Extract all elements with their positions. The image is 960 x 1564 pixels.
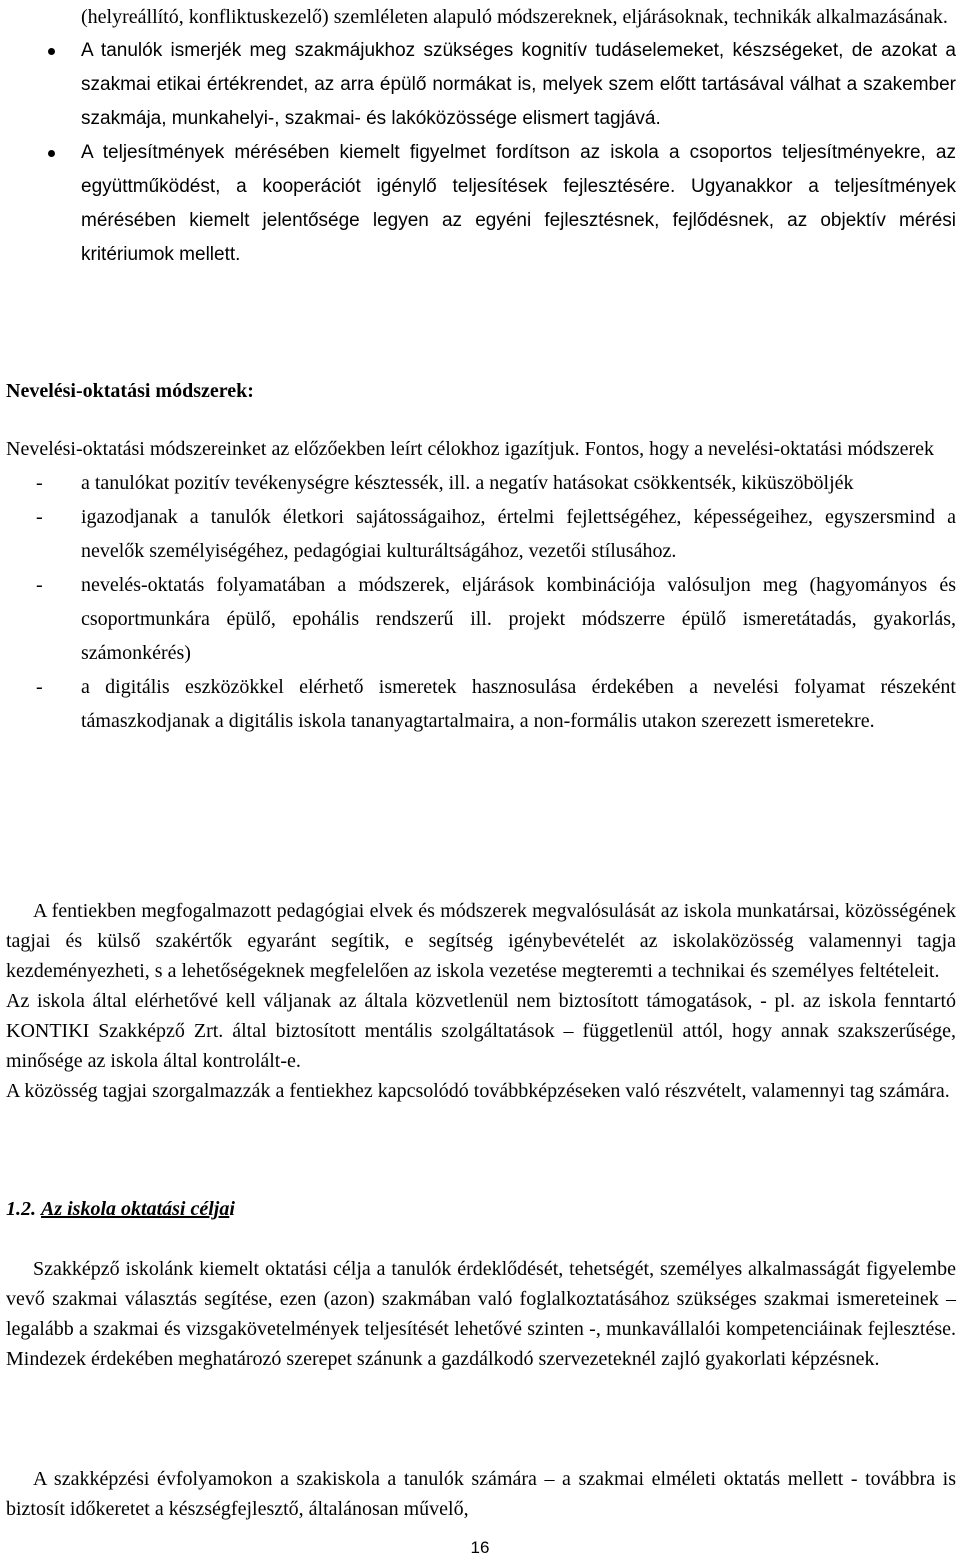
dash-marker: - — [36, 506, 43, 528]
principles-paragraph: Az iskola által elérhetővé kell váljanak az általa közvetlenül nem biztosított támogatások, - pl. az iskola fenntartó KONTIKI Szakképző Zrt. által biztosított mentális szolgáltatások – függetlenül attól, hogy annak szakszerűsége, minősége az iskola által kontrolált-e. — [6, 990, 956, 1072]
section-name: Az iskola oktatási célja — [41, 1198, 230, 1220]
methods-body — [6, 432, 956, 738]
section-title — [6, 1192, 956, 1226]
section-body-2 — [6, 1464, 956, 1524]
methods-section — [6, 374, 956, 408]
bullet-icon — [48, 48, 55, 55]
principles-section — [6, 896, 956, 1106]
section-name-suffix: i — [229, 1198, 235, 1220]
bullet-text: A teljesítmények mérésében kiemelt figyelmet fordítson az iskola a csoportos teljesítményekre, az együttműködést, a kooperációt igénylő teljesítések fejlesztésére. Ugyanakkor a teljesítmények mérésében kiemelt jelentősége legyen az egyéni fejlesztésnek, fejlődésnek, az objektív mérési kritériumok mellett. — [81, 142, 956, 265]
method-text: igazodjanak a tanulók életkori sajátosságaihoz, értelmi fejlettségéhez, képességeihez, egyszersmind a nevelők személyiségéhez, pedagógiai kulturáltságához, vezetői stílusához. — [81, 506, 956, 562]
bullet-icon — [48, 150, 55, 157]
section-heading — [6, 1192, 956, 1226]
method-text: nevelés-oktatás folyamatában a módszerek, eljárások kombinációja valósuljon meg (hagyományos és csoportmunkára épülő, epohális rendszerű ill. projekt módszerre épülő ismeretátadás, gyakorlás, számonkérés) — [81, 574, 956, 664]
methods-intro: Nevelési-oktatási módszereinket az előzőekben leírt célokhoz igazítjuk. Fontos, hogy a nevelési-oktatási módszerek — [6, 438, 935, 460]
methods-heading: Nevelési-oktatási módszerek: — [6, 380, 254, 402]
page-number: 16 — [470, 1538, 490, 1557]
dash-marker: - — [36, 472, 43, 494]
bullet-text: A tanulók ismerjék meg szakmájukhoz szükséges kognitív tudáselemeket, készségeket, de azokat a szakmai etikai értékrendet, az arra épülő normákat is, melyek szem előtt tartásával válhat a szakember szakmája, munkahelyi-, szakmai- és lakóközössége elismert tagjává. — [81, 40, 956, 129]
method-item — [6, 568, 956, 670]
principles-paragraph: A közösség tagjai szorgalmazzák a fentiekhez kapcsolódó továbbképzéseken való részvételt, valamennyi tag számára. — [6, 1080, 950, 1102]
bullet-item — [6, 136, 956, 272]
bullet-continuation: (helyreállító, konfliktuskezelő) szemléleten alapuló módszereknek, eljárásoknak, technikák alkalmazásának. — [81, 6, 948, 28]
principles-paragraph: A fentiekben megfogalmazott pedagógiai elvek és módszerek megvalósulását az iskola munkatársai, közösségének tagjai és külső szakértők egyaránt segítik, e segítség igénybevételét az iskolaközösség valamennyi tagja kezdeményezheti, s a lehetőségeknek megfelelően az iskola vezetése megteremti a technikai és személyes feltételeit. — [6, 900, 956, 982]
dash-marker: - — [36, 574, 43, 596]
intro-section — [6, 0, 956, 272]
method-text: a tanulókat pozitív tevékenységre késztessék, ill. a negatív hatásokat csökkentsék, kiküszöböljék — [81, 472, 854, 494]
section-paragraph: A szakképzési évfolyamokon a szakiskola a tanulók számára – a szakmai elméleti oktatás mellett - továbbra is biztosít időkeretet a készségfejlesztő, általánosan művelő, — [6, 1468, 956, 1520]
method-text: a digitális eszközökkel elérhető ismeretek hasznosulása érdekében a nevelési folyamat részeként támaszkodjanak a digitális iskola tananyagtartalmaira, a non-formális utakon szerezett ismeretekre. — [81, 676, 956, 732]
bullet-item — [6, 34, 956, 136]
dash-marker: - — [36, 676, 43, 698]
section-paragraph: Szakképző iskolánk kiemelt oktatási célja a tanulók érdeklődését, tehetségét, személyes alkalmasságát figyelembe vevő szakmai választás segítése, ezen (azon) szakmában való foglalkoztatásához szükséges szakmai ismereteinek – legalább a szakmai és vizsgakövetelmények teljesítését lehetővé szinten -, munkavállalói kompetenciáinak fejlesztése. Mindezek érdekében meghatározó szerepet szánunk a gazdálkodó szervezeteknél zajló gyakorlati képzésnek. — [6, 1258, 956, 1370]
method-item — [6, 670, 956, 738]
method-item — [6, 466, 956, 500]
section-number: 1.2. — [6, 1198, 36, 1220]
method-item — [6, 500, 956, 568]
section-body — [6, 1254, 956, 1374]
